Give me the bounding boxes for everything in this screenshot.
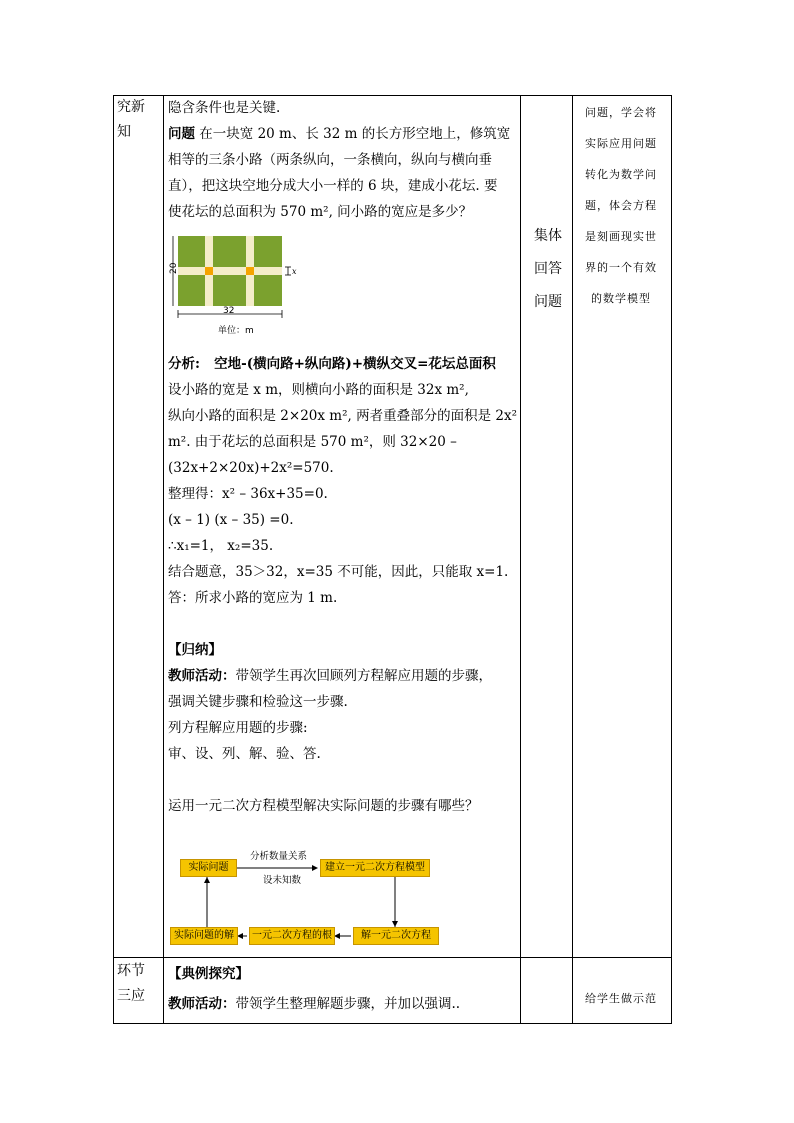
flow-box-real-solution: 实际问题的解 [170, 927, 238, 945]
problem-line-4: 使花坛的总面积为 570 m², 问小路的宽应是多少？ [168, 204, 473, 220]
solution-line-8: 结合题意，35＞32，x=35 不可能，因此，只能取 x=1. [168, 564, 509, 580]
flow-box-solve-equation: 解一元二次方程 [353, 927, 439, 945]
intro-text: 隐含条件也是关键. [168, 100, 281, 116]
flow-box-real-problem: 实际问题 [180, 859, 237, 877]
horizontal-road [178, 267, 282, 275]
solution-line-5: 整理得：x² – 36x+35=0. [168, 486, 328, 502]
table-row-divider [113, 957, 672, 958]
row1-stage-label: 究新 知 [117, 99, 145, 140]
problem-paragraph: 问题 在一块宽 20 m、长 32 m 的长方形空地上，修筑宽 [168, 126, 511, 142]
crossing-2 [246, 267, 254, 275]
summary-heading: 【归纳】 [168, 642, 222, 658]
flow-box-equation-roots: 一元二次方程的根 [249, 927, 335, 945]
teacher-activity-line: 教师活动：带领学生再次回顾列方程解应用题的步骤， [168, 668, 492, 684]
flowchart [168, 847, 518, 952]
road-width-label: x [292, 267, 297, 276]
solution-line-6: (x – 1) (x – 35) =0. [168, 512, 294, 528]
analysis-line: 分析: 空地-(横向路+纵向路)+横纵交叉=花坛总面积 [168, 356, 496, 372]
steps-text: 审、设、列、解、验、答. [168, 746, 321, 762]
unit-label: 单位：m [218, 326, 254, 336]
flow-label-analyze: 分析数量关系 [250, 851, 308, 862]
table-divider-2 [520, 95, 521, 1024]
teacher-activity-line-2: 强调关键步骤和检验这一步骤. [168, 694, 348, 710]
flow-box-build-model: 建立一元二次方程模型 [320, 859, 430, 877]
width-label: 20 [169, 262, 179, 274]
table-border-left [113, 95, 114, 1024]
length-label: 32 [223, 306, 235, 316]
design-intent-cell-row2: 给学生做示范 [585, 992, 657, 1005]
spacer-2 [168, 767, 518, 793]
student-activity-cell: 集体 回答 问题 [534, 228, 562, 310]
solution-line-4: (32x+2×20x)+2x²=570. [168, 460, 334, 476]
design-intent-cell: 问题，学会将 实际应用问题 转化为数学问 题，体会方程 是刻画现实世 界的一个有效 的数学模型 [585, 106, 657, 305]
lesson-table [113, 95, 672, 1024]
garden-figure [168, 225, 518, 351]
steps-title: 列方程解应用题的步骤: [168, 720, 308, 736]
table-border-bottom [113, 1023, 672, 1024]
question-text: 运用一元二次方程模型解决实际问题的步骤有哪些？ [168, 798, 479, 814]
example-teacher-line: 教师活动：带领学生整理解题步骤，并加以强调.. [168, 996, 461, 1012]
row2-stage-label: 环节 三应 [117, 963, 145, 1004]
problem-line-2: 相等的三条小路（两条纵向，一条横向，纵向与横向垂 [168, 152, 492, 168]
main-content-row2 [168, 961, 518, 1017]
solution-line-1: 设小路的宽是 x m，则横向小路的面积是 32x m², [168, 382, 469, 398]
solution-line-9: 答：所求小路的宽应为 1 m. [168, 590, 338, 606]
problem-line-3: 直），把这块空地分成大小一样的 6 块，建成小花坛. 要 [168, 178, 498, 194]
problem-label: 问题 [168, 126, 195, 142]
main-content [168, 95, 518, 819]
spacer [168, 611, 518, 637]
flow-label-unknown: 设未知数 [263, 875, 302, 886]
example-heading: 【典例探究】 [168, 966, 249, 982]
crossing-1 [205, 267, 213, 275]
solution-line-7: ∴x₁=1， x₂=35. [168, 538, 274, 554]
table-border-right [671, 95, 672, 1024]
garden-diagram [168, 233, 308, 351]
solution-line-2: 纵向小路的面积是 2×20x m², 两者重叠部分的面积是 2x² [168, 408, 517, 424]
table-divider-1 [163, 95, 164, 1024]
table-divider-3 [572, 95, 573, 1024]
solution-line-3: m². 由于花坛的总面积是 570 m²，则 32×20 – [168, 434, 457, 450]
